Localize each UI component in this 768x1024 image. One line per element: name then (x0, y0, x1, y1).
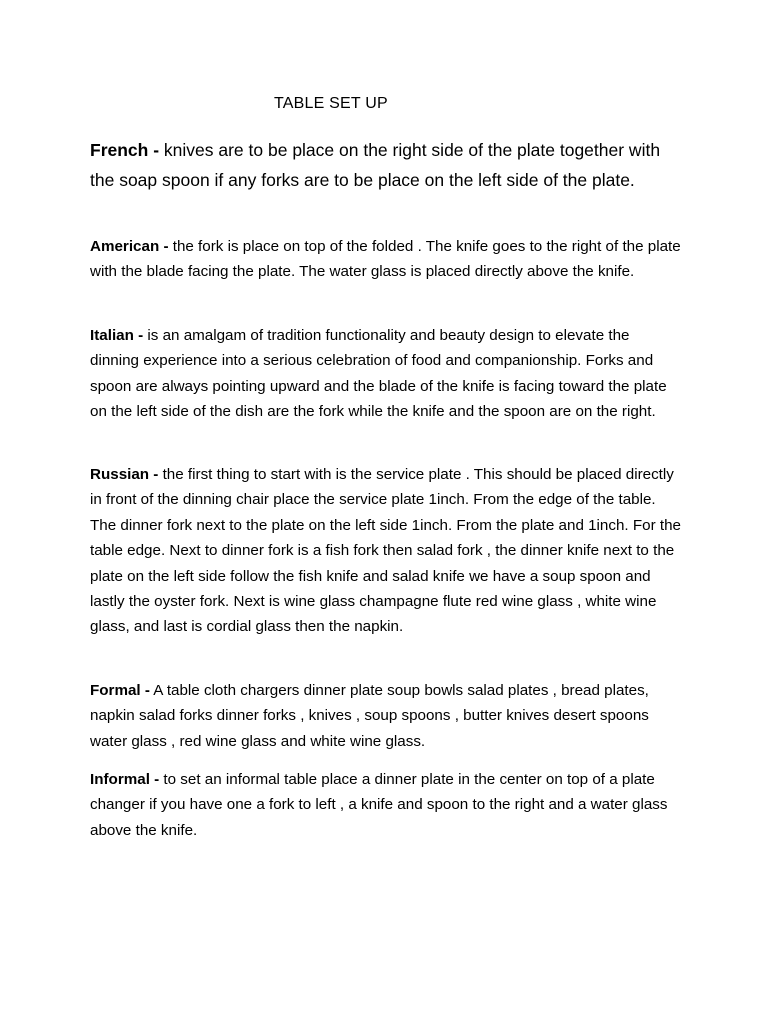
section-italian-text: is an amalgam of tradition functionality and beauty design to elevate the dinning experience into a serious celebration of food and companionship. Forks and spoon are always pointing upward and the blade of the knife is facing toward the plate on the left side of the dish are the fork while the knife and the spoon are on the right. (90, 327, 667, 421)
section-french-term: French - (90, 140, 160, 160)
section-french-text: knives are to be place on the right side of the plate together with the soap spoon if any forks are to be place on the left side of the plate. (90, 140, 661, 190)
section-formal (90, 678, 682, 754)
section-russian-text: the first thing to start with is the service plate . This should be placed directly in front of the dinning chair place the service plate 1inch. From the edge of the table. The dinner fork next to the plate on the left side 1inch. From the plate and 1inch. For the table edge. Next to dinner fork is a fish fork then salad fork , the dinner knife next to the plate on the left side follow the fish knife and salad knife we have a soup spoon and lastly the oyster fork. Next is wine glass champagne flute red wine glass , white wine glass, and last is cordial glass then the napkin. (90, 466, 681, 636)
section-american-text: the fork is place on top of the folded . The knife goes to the right of the plate with the blade facing the plate. The water glass is placed directly above the knife. (90, 238, 681, 281)
document-title: TABLE SET UP (274, 95, 388, 112)
section-informal-text: to set an informal table place a dinner plate in the center on top of a plate changer if you have one a fork to left , a knife and spoon to the right and a water glass above the knife. (90, 771, 668, 839)
section-informal (90, 767, 682, 843)
section-american (90, 234, 682, 285)
section-french (90, 136, 682, 195)
section-formal-term: Formal - (90, 682, 150, 699)
section-american-term: American - (90, 238, 169, 255)
section-russian (90, 462, 682, 640)
section-russian-term: Russian - (90, 466, 159, 483)
section-italian-term: Italian - (90, 327, 144, 344)
section-formal-text: A table cloth chargers dinner plate soup bowls salad plates , bread plates, napkin salad forks dinner forks , knives , soup spoons , butter knives desert spoons water glass , red wine glass and white wine glass. (90, 682, 649, 750)
section-informal-term: Informal - (90, 771, 160, 788)
section-italian (90, 323, 682, 425)
